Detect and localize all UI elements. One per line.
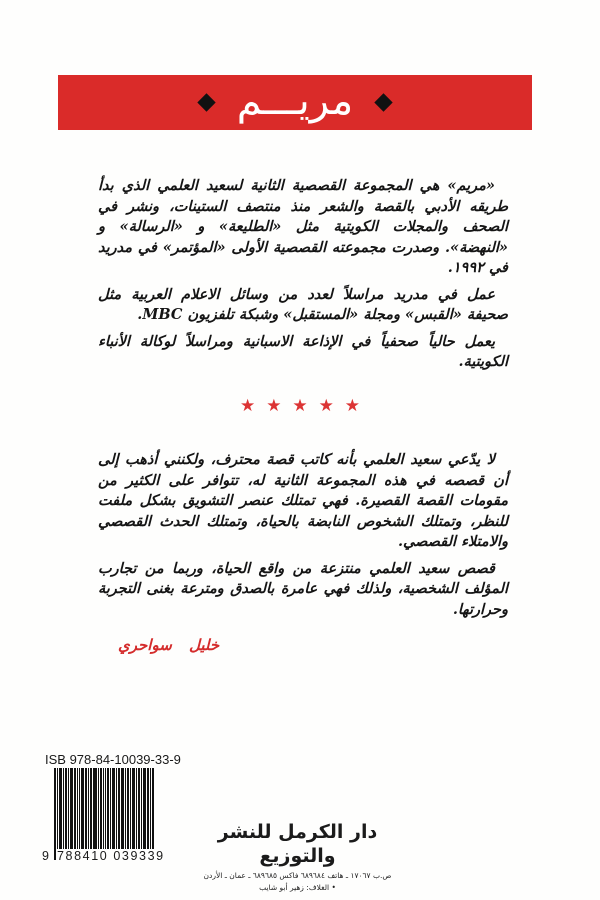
- star-icon: ★: [292, 396, 308, 416]
- about-author-paragraph: يعمل حالياً صحفياً في الإذاعة الاسبانية ومراسلاً لوكالة الأنباء الكويتية.: [98, 332, 508, 370]
- review-paragraph: قصص سعيد العلمي منتزعة من واقع الحياة، وربما من تجارب المؤلف الشخصية، ولذلك فهي عامرة بالصدق ومترعة بغنى التجربة وحرارتها.: [98, 559, 508, 618]
- about-author-paragraph: عمل في مدريد مراسلاً لعدد من وسائل الاعلام العربية مثل صحيفة «القبس» ومجلة «المستقبل» وشبكة تلفزيون MBC.: [98, 285, 508, 323]
- barcode-first-digit: 9: [42, 849, 51, 863]
- barcode-digit-groups: 788410 039339: [57, 849, 165, 863]
- book-title: مريـــم: [236, 77, 354, 124]
- star-icon: ★: [240, 396, 256, 416]
- about-author-paragraph: «مريم» هي المجموعة القصصية الثانية لسعيد العلمي الذي بدأ طريقه الأدبي بالقصة والشعر منذ منتصف الستينات، ونشر في الصحف والمجلات الكويتية مثل «الطليعة» و «الرسالة» و «النهضة». وصدرت مجموعته القصصية الأولى «المؤتمر» في مدريد في ١٩٩٢.: [98, 177, 508, 276]
- publisher-address: ص.ب ١٧٠٦٧ ـ هاتف ٦٨٩٦٨٤ فاكس ٦٨٩٦٨٥ ـ عمان ـ الأردن: [203, 871, 392, 880]
- publisher-logo-name: دار الكرمل للنشر والتوزيع: [217, 821, 378, 867]
- isbn-label: ISB 978-84-10039-33-9: [45, 752, 181, 767]
- diamond-ornament-icon: [375, 93, 393, 111]
- star-icon: ★: [344, 396, 360, 416]
- reviewer-signature: خليل سواحري: [118, 636, 220, 654]
- cover-credit: • الغلاف: زهير أبو شايب: [259, 883, 336, 892]
- review-section: [98, 450, 508, 626]
- star-icon: ★: [266, 396, 282, 416]
- publisher-block: [190, 820, 405, 894]
- review-paragraph: لا يدّعي سعيد العلمي بأنه كاتب قصة محترف، ولكنني أذهب إلى أن قصصه في هذه المجموعة الثانية له، تتوافر على الكثير من مقومات القصة القصيرة. فهي تمتلك عنصر التشويق بشكل ملفت للنظر، وتمتلك الشخوص النابضة بالحياة، وتمتلك الحدث القصصي والامتلاء القصصي.: [98, 451, 508, 550]
- title-banner: [58, 75, 532, 130]
- star-separator: [240, 396, 360, 416]
- barcode-image: [54, 768, 162, 860]
- diamond-ornament-icon: [197, 93, 215, 111]
- star-icon: ★: [318, 396, 334, 416]
- about-author-section: [98, 176, 508, 379]
- barcode-digits: [42, 849, 168, 863]
